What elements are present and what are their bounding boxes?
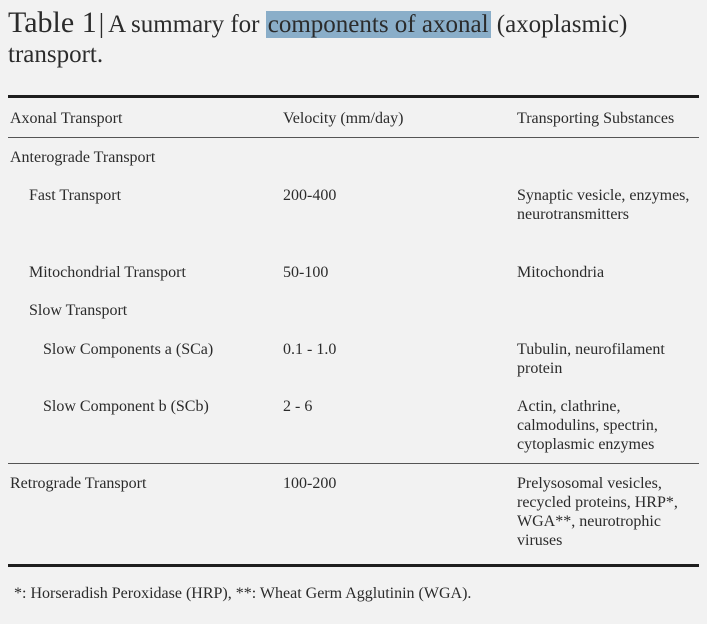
row-mitochondrial-substances: Mitochondria bbox=[517, 264, 605, 281]
row-slow-name: Slow Transport bbox=[29, 302, 128, 319]
caption-text-after: (axoplasmic) transport. bbox=[8, 11, 628, 68]
row-mitochondrial-velocity: 50-100 bbox=[283, 264, 329, 281]
table-footnote: *: Horseradish Peroxidase (HRP), **: Wheat Germ Agglutinin (WGA). bbox=[14, 585, 472, 602]
row-scb-substances: Actin, clathrine, calmodulins, spectrin, cytoplasmic enzymes bbox=[517, 398, 658, 453]
table-bottom-rule bbox=[8, 564, 699, 567]
table-caption bbox=[8, 8, 703, 70]
row-sca-velocity: 0.1 - 1.0 bbox=[283, 341, 337, 358]
row-fast-name: Fast Transport bbox=[29, 187, 122, 204]
caption-text-before: A summary for bbox=[108, 11, 266, 38]
caption-separator: | bbox=[98, 8, 105, 38]
column-header-axonal-transport: Axonal Transport bbox=[10, 110, 123, 127]
row-fast-substances: Synaptic vesicle, enzymes, neurotransmitters bbox=[517, 187, 690, 223]
row-retrograde-velocity: 100-200 bbox=[283, 475, 337, 492]
table-top-rule bbox=[8, 95, 699, 98]
header-rule bbox=[8, 137, 699, 138]
caption-highlighted-text[interactable]: components of axonal bbox=[267, 11, 489, 38]
row-sca-name: Slow Components a (SCa) bbox=[43, 341, 214, 358]
row-retrograde-name: Retrograde Transport bbox=[10, 475, 147, 492]
row-scb-name: Slow Component b (SCb) bbox=[43, 398, 209, 415]
row-scb-velocity: 2 - 6 bbox=[283, 398, 313, 415]
row-retrograde-substances: Prelysosomal vesicles, recycled proteins, HRP*, WGA**, neurotrophic viruses bbox=[517, 475, 678, 549]
retrograde-rule bbox=[8, 463, 699, 464]
row-mitochondrial-name: Mitochondrial Transport bbox=[29, 264, 186, 281]
column-header-substances: Transporting Substances bbox=[517, 110, 675, 127]
row-sca-substances: Tubulin, neurofilament protein bbox=[517, 341, 665, 377]
row-anterograde-name: Anterograde Transport bbox=[10, 149, 156, 166]
column-header-velocity: Velocity (mm/day) bbox=[283, 110, 404, 127]
caption-label: Table 1 bbox=[8, 6, 97, 39]
row-fast-velocity: 200-400 bbox=[283, 187, 337, 204]
